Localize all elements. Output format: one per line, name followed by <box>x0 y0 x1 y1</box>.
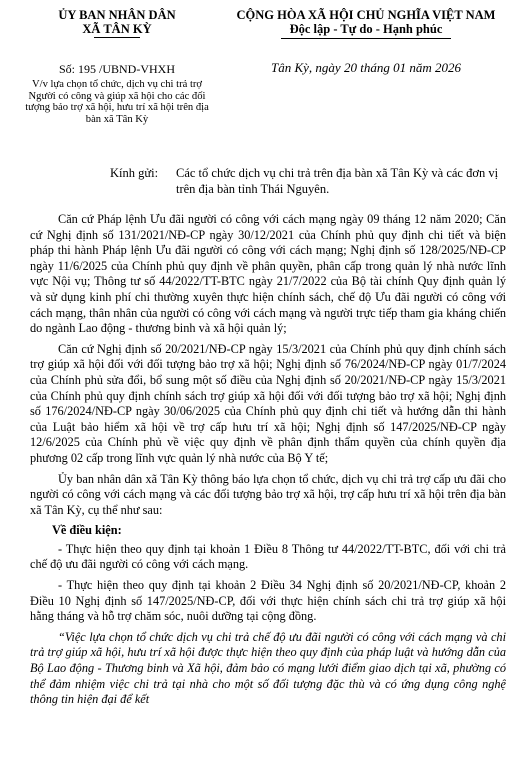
document-subject: V/v lựa chọn tổ chức, dịch vụ chi trả trợ Người có công và giúp xã hội cho các đối tượng bảo trợ xã hội, hưu trí xã hội trên địa bàn xã Tân Kỳ <box>25 79 209 125</box>
recipient-block <box>110 165 505 197</box>
paragraph-legal-basis-1: Căn cứ Pháp lệnh Ưu đãi người có công với cách mạng ngày 09 tháng 12 năm 2020; Căn cứ Nghị định số 131/2021/NĐ-CP ngày 30/12/2021 của Chính phủ quy định chi tiết và biện pháp thi hành Pháp lệnh Ưu đãi người có công với cách mạng; Nghị định số 128/2025/NĐ-CP ngày 11/6/2025 của Chính phủ quy định về phân quyền, phân cấp trong quản lý nhà nước lĩnh vực Nội vụ; Thông tư số 44/2022/TT-BTC ngày 21/7/2022 của Bộ tài chính Quy định quản lý và sử dụng kinh phí chi thường xuyên thực hiện chính sách, chế độ Ưu đãi người có công với cách mạng, thân nhân của người có công với cách mạng và người trực tiếp tham gia kháng chiến do ngành Lao động - thương binh và xã hội quản lý; <box>30 212 506 336</box>
motto-underline <box>281 38 451 39</box>
recipient-label: Kính gửi: <box>110 166 159 180</box>
quoted-regulation: “Việc lựa chọn tổ chức dịch vụ chi trả chế độ ưu đãi người có công với cách mạng và chi trả trợ giúp xã hội, hưu trí xã hội được thực hiện theo quy định của pháp luật và hướng dẫn của Bộ Lao động - Thương binh và Xã hội, đảm bảo có mạng lưới điểm giao dịch tại xã, phường có thể đảm nhiệm việc chi trả tại nhà cho một số đối tượng đặc thù và có ứng dụng công nghệ thông tin hiện đại để kết <box>30 629 506 707</box>
document-date: Tân Kỳ, ngày 20 tháng 01 năm 2026 <box>271 60 461 75</box>
condition-item-1: - Thực hiện theo quy định tại khoản 1 Điều 8 Thông tư 44/2022/TT-BTC, đối với chi trả chế độ ưu đãi người có công với cách mạng. <box>30 541 506 572</box>
paragraph-announcement: Ủy ban nhân dân xã Tân Kỳ thông báo lựa chọn tổ chức, dịch vụ chi trả trợ cấp ưu đãi cho người có công với cách mạng và các đối tượng bảo trợ xã hội, trợ cấp hưu trí xã hội trên địa bàn xã Tân Kỳ, cụ thể như sau: <box>30 471 506 517</box>
org-underline <box>94 37 140 38</box>
national-header-block <box>222 8 510 39</box>
issuing-authority-block <box>14 8 220 38</box>
document-body <box>30 212 506 713</box>
org-name-line1: ỦY BAN NHÂN DÂN <box>58 8 176 22</box>
paragraph-legal-basis-2: Căn cứ Nghị định số 20/2021/NĐ-CP ngày 15/3/2021 của Chính phủ quy định chính sách trợ giúp xã hội đối với đối tượng bảo trợ xã hội; Nghị định số 76/2024/NĐ-CP ngày 01/7/2024 của Chính phủ sửa đổi, bổ sung một số điều của Nghị định số 20/2021/NĐ-CP ngày 15/3/2021 của Chính phủ quy định chính sách trợ giúp xã hội đối với đối tượng bảo trợ xã hội; Nghị định số 176/2024/NĐ-CP ngày 30/06/2025 của Chính phủ quy định chi tiết và hướng dẫn thi hành của Luật bảo hiểm xã hội về trợ cấp hưu trí xã hội; Nghị định số 147/2025/NĐ-CP ngày 12/6/2025 của Chính phủ về việc quy định về phân định thẩm quyền của chính quyền địa phương 02 cấp trong lĩnh vực quản lý nhà nước của Bộ Y tế; <box>30 341 506 465</box>
recipient-text: Các tổ chức dịch vụ chi trả trên địa bàn xã Tân Kỳ và các đơn vị trên địa bàn tỉnh Thái Nguyên. <box>176 166 499 196</box>
document-number: Số: 195 /UBND-VHXH <box>58 62 175 76</box>
org-name-line2: XÃ TÂN KỲ <box>82 22 152 36</box>
national-motto: Độc lập - Tự do - Hạnh phúc <box>289 22 443 36</box>
section-heading-conditions: Về điều kiện: <box>52 523 122 538</box>
condition-item-2: - Thực hiện theo quy định tại khoản 2 Điều 34 Nghị định số 20/2021/NĐ-CP, khoản 2 Điều 10 Nghị định số 147/2025/NĐ-CP, đối với thực hiện chính sách chi trả trợ giúp xã hội hằng tháng và hỗ trợ chăm sóc, nuôi dưỡng tại cộng đồng. <box>30 578 506 624</box>
national-title: CỘNG HÒA XÃ HỘI CHỦ NGHĨA VIỆT NAM <box>236 8 496 22</box>
